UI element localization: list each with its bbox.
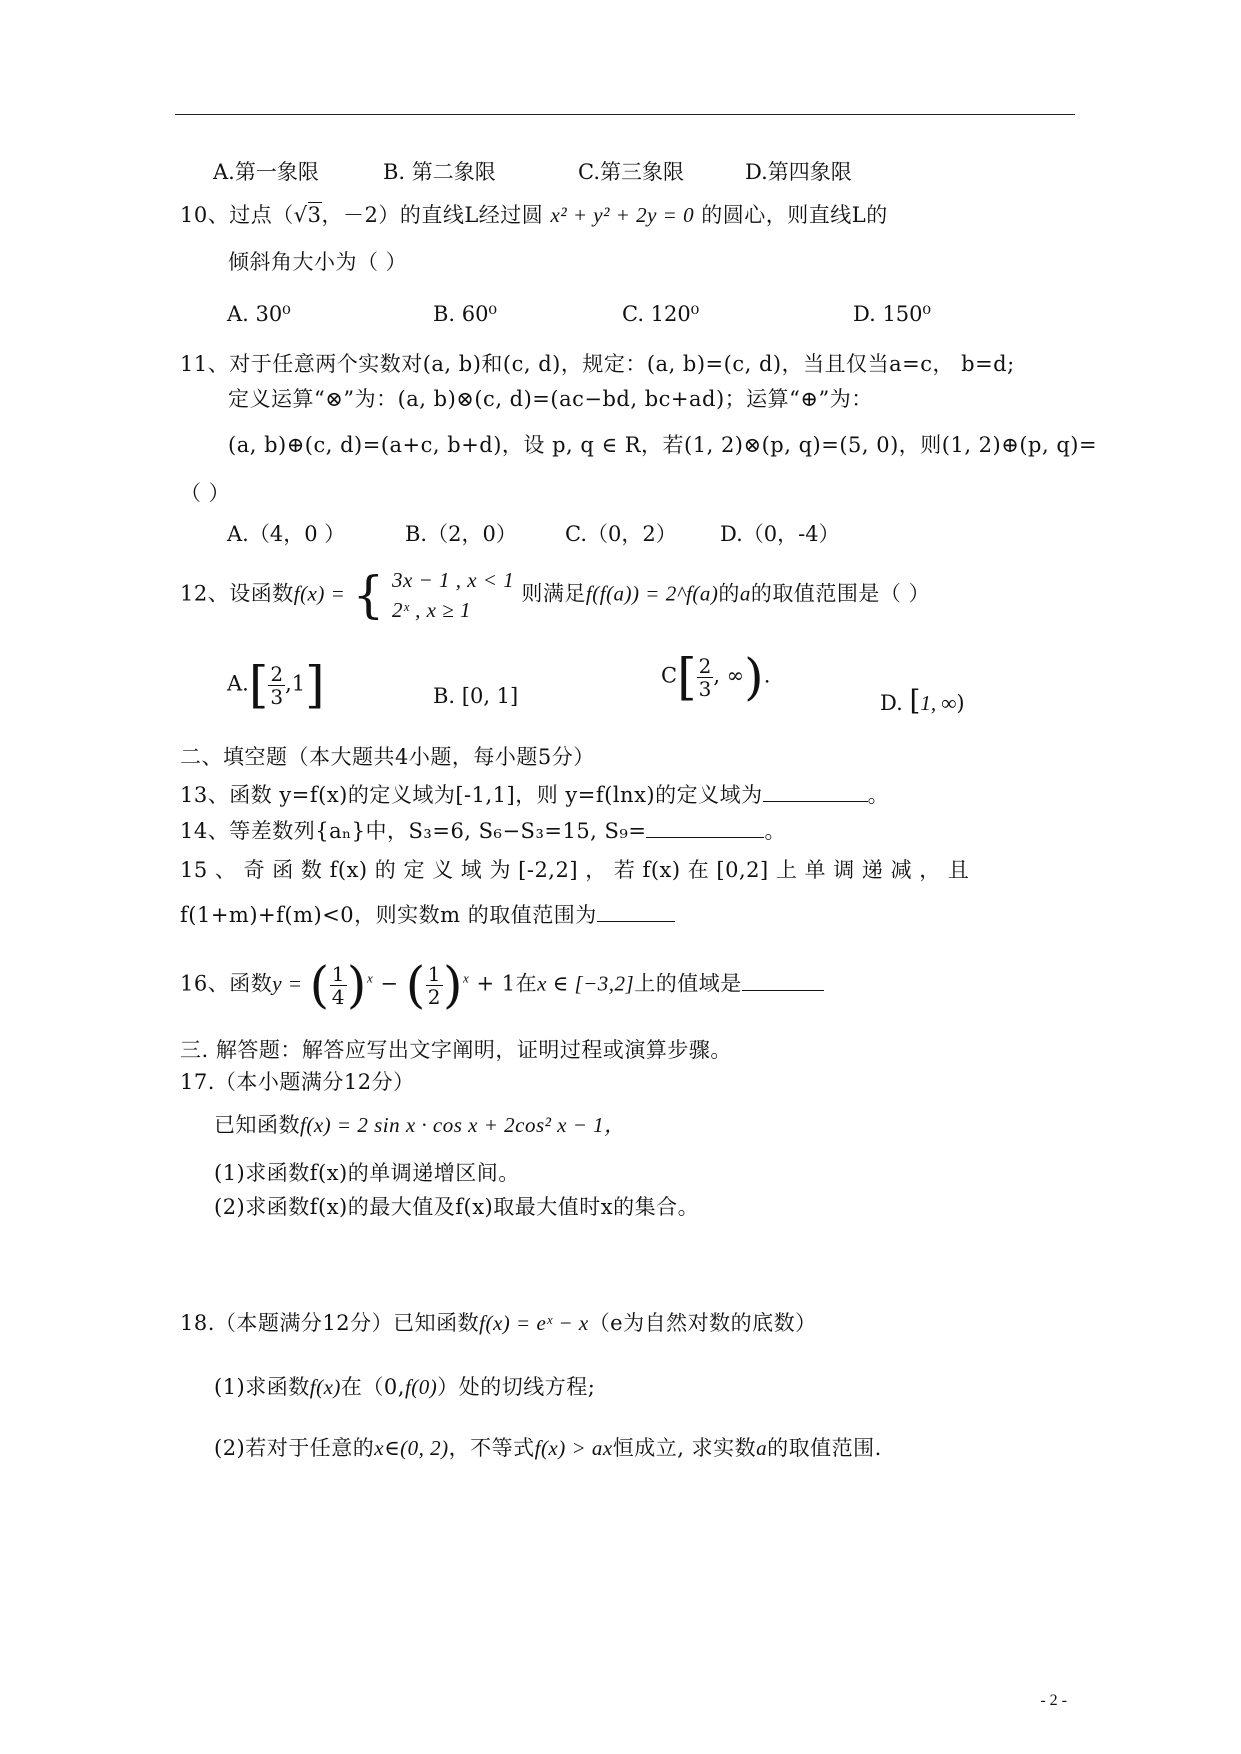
q10-mid: ，－2）的直线L经过圆 bbox=[321, 203, 544, 227]
q12-a-rest: ,1 bbox=[285, 671, 306, 696]
q12-option-b: B. [0, 1] bbox=[433, 684, 519, 708]
q12-option-c: C[ $\frac{2}{3}$ , ∞). bbox=[661, 648, 771, 706]
q12-option-d: D. [1, ∞) bbox=[880, 684, 965, 717]
q10-suffix: 的圆心，则直线L的 bbox=[701, 203, 888, 227]
q10-prefix: 10、过点（ bbox=[180, 203, 294, 227]
q16-domain: x ∈ [−3,2] bbox=[537, 971, 635, 996]
q14-text: 14、等差数列{aₙ}中，S₃=6, S₆−S₃=15, S₉= bbox=[180, 819, 647, 843]
q18-part1-point: f(0) bbox=[404, 1375, 438, 1399]
q16-frac1-den: 4 bbox=[331, 984, 345, 1009]
q9-option-d: D.第四象限 bbox=[745, 160, 852, 184]
q16-frac2-den: 2 bbox=[427, 984, 441, 1009]
q11-option-d: D.（0，-4） bbox=[720, 522, 840, 546]
q11-line4: （ ） bbox=[180, 481, 231, 505]
q18-part2-prefix: (2)若对于任意的 bbox=[214, 1436, 375, 1460]
q14-end: 。 bbox=[764, 819, 786, 843]
q12-a-frac bbox=[268, 663, 285, 708]
q12-func: f(x) = bbox=[293, 581, 346, 606]
q16-suffix: 上的值域是 bbox=[634, 971, 742, 996]
paren-close: ) bbox=[442, 956, 463, 1014]
q18-part2 bbox=[214, 1433, 882, 1463]
section2-heading: 二、填空题（本大题共4小题，每小题5分） bbox=[180, 745, 595, 769]
q16: 16、函数y = ( $\frac{1}{4}$ )$^x$ − ( $\frac{1}{2}$ )$^x$ + 1在x ∈ [−3,2]上的值域是 bbox=[180, 960, 824, 1010]
q12-c-frac-den: 3 bbox=[698, 676, 712, 701]
q12-suffix-b: 的 bbox=[718, 581, 740, 606]
q10-line1 bbox=[180, 200, 888, 230]
paren-open: ( bbox=[309, 956, 330, 1014]
q14 bbox=[180, 816, 786, 846]
q10-sqrt-arg: 3 bbox=[307, 203, 322, 227]
q17-part1: (1)求函数f(x)的单调递增区间。 bbox=[214, 1161, 520, 1185]
bracket-open: [ bbox=[909, 684, 921, 717]
q12-condition: f(f(a)) = 2^f(a) bbox=[585, 581, 719, 606]
q16-var: y = bbox=[272, 971, 303, 996]
q15-line2 bbox=[180, 900, 675, 930]
q13 bbox=[180, 780, 889, 810]
q12-suffix-c: 的取值范围是（ ） bbox=[750, 581, 931, 606]
q12-case1: 3x − 1 , x < 1 bbox=[391, 568, 515, 592]
q13-end: 。 bbox=[867, 783, 890, 807]
q16-frac2-num: 1 bbox=[427, 961, 441, 986]
q17-part2: (2)求函数f(x)的最大值及f(x)取最大值时x的集合。 bbox=[214, 1195, 700, 1219]
q18-part2-suffix: 恒成立, 求实数 bbox=[612, 1436, 757, 1460]
sqrt-symbol: √ bbox=[293, 203, 308, 227]
q12-option-a-label: A. bbox=[227, 671, 249, 696]
header-rule bbox=[175, 114, 1075, 115]
q18-part2-inequality: f(x) > ax bbox=[534, 1436, 613, 1460]
q16-tail: + 1在 bbox=[476, 971, 538, 996]
q18-part1 bbox=[214, 1372, 595, 1402]
q16-frac1 bbox=[330, 963, 347, 1008]
q15-text: f(1+m)+f(m)<0，则实数m 的取值范围为 bbox=[180, 903, 597, 927]
q14-answer-blank[interactable] bbox=[646, 817, 764, 838]
q18-title-prefix: 18.（本题满分12分）已知函数 bbox=[180, 1311, 480, 1335]
q15-answer-blank[interactable] bbox=[597, 901, 675, 922]
q9-option-a: A.第一象限 bbox=[213, 160, 319, 184]
q12-case2: 2ˣ , x ≥ 1 bbox=[391, 598, 472, 622]
q18-part2-domain: x∈(0, 2) bbox=[374, 1436, 449, 1460]
q18-part1-mid: 在（0, bbox=[340, 1375, 405, 1399]
paren-open: ( bbox=[405, 956, 426, 1014]
q18-func: f(x) = eˣ − x bbox=[479, 1311, 589, 1335]
q12-prefix: 12、设函数 bbox=[180, 581, 294, 606]
paren-close: ) bbox=[744, 648, 764, 706]
q12-suffix-a: 则满足 bbox=[521, 581, 586, 606]
q12-option-c-label: C bbox=[661, 663, 678, 688]
q16-minus: − bbox=[380, 971, 399, 996]
q18-part2-var: a bbox=[756, 1436, 768, 1460]
bracket-open: [ bbox=[677, 648, 697, 706]
q12-line bbox=[180, 565, 930, 625]
q18-title-suffix: （e为自然对数的底数） bbox=[588, 1311, 817, 1335]
q11-option-c: C.（0，2） bbox=[565, 522, 677, 546]
q17-stem-prefix: 已知函数 bbox=[214, 1113, 300, 1137]
q11-line2: 定义运算“⊗”为：(a, b)⊗(c, d)=(ac−bd, bc+ad)；运算“⊕”为： bbox=[228, 387, 873, 411]
q18-part1-prefix: (1)求函数 bbox=[214, 1375, 310, 1399]
q12-option-d-label: D. bbox=[880, 691, 903, 715]
q12-d-rest: 1, ∞ bbox=[920, 691, 957, 715]
q11-option-b: B.（2，0） bbox=[405, 522, 517, 546]
page-number: - 2 - bbox=[1040, 1692, 1067, 1709]
q12-cases bbox=[392, 565, 514, 625]
q10-option-a: A. 30⁰ bbox=[227, 302, 291, 326]
q16-answer-blank[interactable] bbox=[742, 970, 824, 991]
q18-part2-end: 的取值范围. bbox=[767, 1436, 882, 1460]
q18-part2-mid: ，不等式 bbox=[448, 1436, 535, 1460]
q12-a-frac-den: 3 bbox=[270, 684, 284, 709]
q10-option-b: B. 60⁰ bbox=[433, 302, 497, 326]
q10-option-c: C. 120⁰ bbox=[622, 302, 700, 326]
q18-title bbox=[180, 1308, 817, 1338]
q12-c-frac bbox=[697, 655, 714, 700]
q12-a-frac-num: 2 bbox=[270, 661, 284, 686]
q11-option-a: A.（4，0 ） bbox=[227, 522, 346, 546]
q15-line1: 15 、 奇 函 数 f(x) 的 定 义 域 为 [-2,2] ， 若 f(x) 在 [0,2] 上 单 调 递 减 ， 且 bbox=[180, 858, 970, 882]
q18-part1-suffix: ）处的切线方程; bbox=[437, 1375, 596, 1399]
piecewise-brace: { bbox=[352, 566, 385, 624]
q13-text: 13、函数 y=f(x)的定义域为[-1,1]，则 y=f(lnx)的定义域为 bbox=[180, 783, 763, 807]
q13-answer-blank[interactable] bbox=[763, 781, 868, 802]
q11-line1: 11、对于任意两个实数对(a, b)和(c, d)，规定：(a, b)=(c, d)，当且仅当a=c， b=d; bbox=[180, 352, 1015, 376]
bracket-close: ] bbox=[305, 656, 325, 714]
q16-frac1-num: 1 bbox=[331, 961, 345, 986]
paren-close: ) bbox=[346, 956, 367, 1014]
q9-option-c: C.第三象限 bbox=[578, 160, 684, 184]
bracket-open: [ bbox=[248, 656, 269, 714]
q10-option-d: D. 150⁰ bbox=[853, 302, 931, 326]
q12-c-frac-num: 2 bbox=[698, 653, 712, 678]
q12-var: a bbox=[739, 581, 751, 606]
q12-c-rest: , ∞ bbox=[713, 663, 745, 688]
q16-prefix: 16、函数 bbox=[180, 971, 273, 996]
q16-frac2 bbox=[426, 963, 443, 1008]
q18-part1-func: f(x) bbox=[309, 1375, 341, 1399]
section3-heading: 三. 解答题：解答应写出文字阐明，证明过程或演算步骤。 bbox=[180, 1038, 732, 1062]
q11-line3: (a, b)⊕(c, d)=(a+c, b+d)，设 p, q ∈ R，若(1, 2)⊗(p, q)=(5, 0)，则(1, 2)⊕(p, q)= bbox=[228, 433, 1098, 457]
q17-title: 17.（本小题满分12分） bbox=[180, 1070, 415, 1094]
q17-stem bbox=[214, 1110, 626, 1140]
q10-line2: 倾斜角大小为（ ） bbox=[228, 250, 408, 274]
q9-option-b: B. 第二象限 bbox=[383, 160, 496, 184]
q17-stem-math: f(x) = 2 sin x · cos x + 2cos² x − 1， bbox=[300, 1113, 626, 1137]
q10-circle-equation: x² + y² + 2y = 0 bbox=[550, 203, 695, 227]
q12-option-a bbox=[227, 656, 325, 714]
